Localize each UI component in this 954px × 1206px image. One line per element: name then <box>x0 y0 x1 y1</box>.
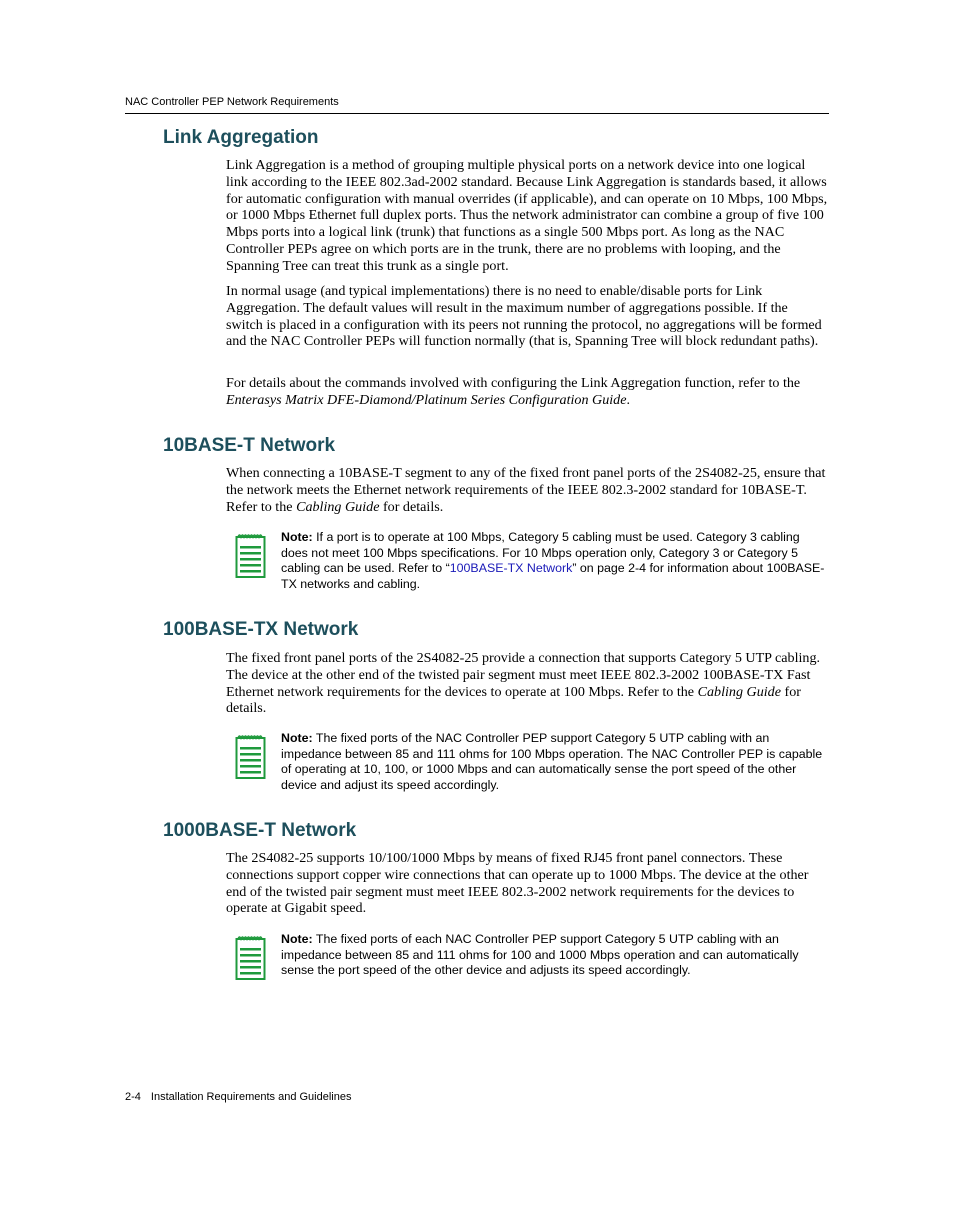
cabling-guide-title: Cabling Guide <box>296 498 380 515</box>
notepad-icon <box>235 734 266 780</box>
paragraph-10base-t: When connecting a 10BASE-T segment to any of the fixed front panel ports of the 2S4082-25, ensure that the network meets the Ethernet network requirements of the IEEE 802.3-2002 standard for 10BASE-T. Refer to the Cabling Guide for details. <box>226 465 826 515</box>
running-header: NAC Controller PEP Network Requirements <box>125 96 339 108</box>
paragraph-link-aggregation-2: In normal usage (and typical implementations) there is no need to enable/disable ports for Link Aggregation. The default values will result in the maximum number of aggregations possible. If the switch is placed in a configuration with its peers not running the protocol, no aggregations will be formed and the NAC Controller PEPs will function normally (that is, Spanning Tree will block redundant paths). <box>226 283 822 350</box>
page-footer <box>125 1091 351 1103</box>
heading-link-aggregation: Link Aggregation <box>163 127 319 148</box>
paragraph-link-aggregation-1: Link Aggregation is a method of grouping multiple physical ports on a network device into one logical link according to the IEEE 802.3ad-2002 standard. Because Link Aggregation is standards based, it allows for automatic configuration with manual overrides (if applicable), and can operate on 10 Mbps, 100 Mbps, or 1000 Mbps Ethernet full duplex ports. Thus the network administrator can combine a group of five 100 Mbps ports into a logical link (trunk) that functions as a single 500 Mbps port. As long as the NAC Controller PEPs agree on which ports are in the trunk, there are no problems with looping, and the Spanning Tree can treat this trunk as a single port. <box>226 157 828 274</box>
note-label: Note: <box>281 530 313 544</box>
notepad-icon <box>235 935 266 981</box>
paragraph-link-aggregation-3: For details about the commands involved with configuring the Link Aggregation function, refer to the Enterasys Matrix DFE-Diamond/Platinum Series Configuration Guide. <box>226 375 801 408</box>
paragraph-100base-tx: The fixed front panel ports of the 2S4082-25 provide a connection that supports Category 5 UTP cabling. The device at the other end of the twisted pair segment must meet IEEE 802.3-2002 100BASE-TX Fast Ethernet network requirements for the devices to operate at 100 Mbps. Refer to the Cabling Guide for details. <box>226 650 821 717</box>
note-1000base-t: Note: The fixed ports of each NAC Controller PEP support Category 5 UTP cabling with an impedance between 85 and 111 ohms for 100 and 1000 Mbps operation and can automatically sense the port speed of the other device and adjusts its speed accordingly. <box>281 932 799 977</box>
heading-10base-t: 10BASE-T Network <box>163 435 336 456</box>
heading-1000base-t: 1000BASE-T Network <box>163 820 357 841</box>
paragraph-1000base-t: The 2S4082-25 supports 10/100/1000 Mbps by means of fixed RJ45 front panel connectors. These connections support copper wire connections that can operate up to 1000 Mbps. The device at the other end of the twisted pair segment must meet IEEE 802.3-2002 network requirements for the devices to operate at Gigabit speed. <box>226 850 809 917</box>
note-100base-tx: Note: The fixed ports of the NAC Controller PEP support Category 5 UTP cabling with an impedance between 85 and 111 ohms for 100 Mbps operation. The NAC Controller PEP is capable of operating at 10, 100, or 1000 Mbps and can automatically sense the port speed of the other device and adjust its speed accordingly. <box>281 731 823 792</box>
cabling-guide-title: Cabling Guide <box>697 683 781 700</box>
header-rule <box>125 113 829 114</box>
notepad-icon <box>235 533 266 579</box>
heading-100base-tx: 100BASE-TX Network <box>163 619 359 640</box>
note-label: Note: <box>281 731 313 745</box>
page-number: 2-4 <box>125 1091 141 1103</box>
note-10base-t: Note: If a port is to operate at 100 Mbps, Category 5 cabling must be used. Category 3 cabling does not meet 100 Mbps specifications. For 10 Mbps operation only, Category 3 or Category 5 cabling can be used. Refer to “100BASE-TX Network” on page 2-4 for information about 100BASE-TX networks and cabling. <box>281 530 825 591</box>
note-label: Note: <box>281 932 313 946</box>
guide-title: Enterasys Matrix DFE-Diamond/Platinum Series Configuration Guide <box>226 391 627 408</box>
link-100base-tx-network[interactable]: 100BASE-TX Network <box>449 561 573 575</box>
footer-title: Installation Requirements and Guidelines <box>150 1091 352 1103</box>
